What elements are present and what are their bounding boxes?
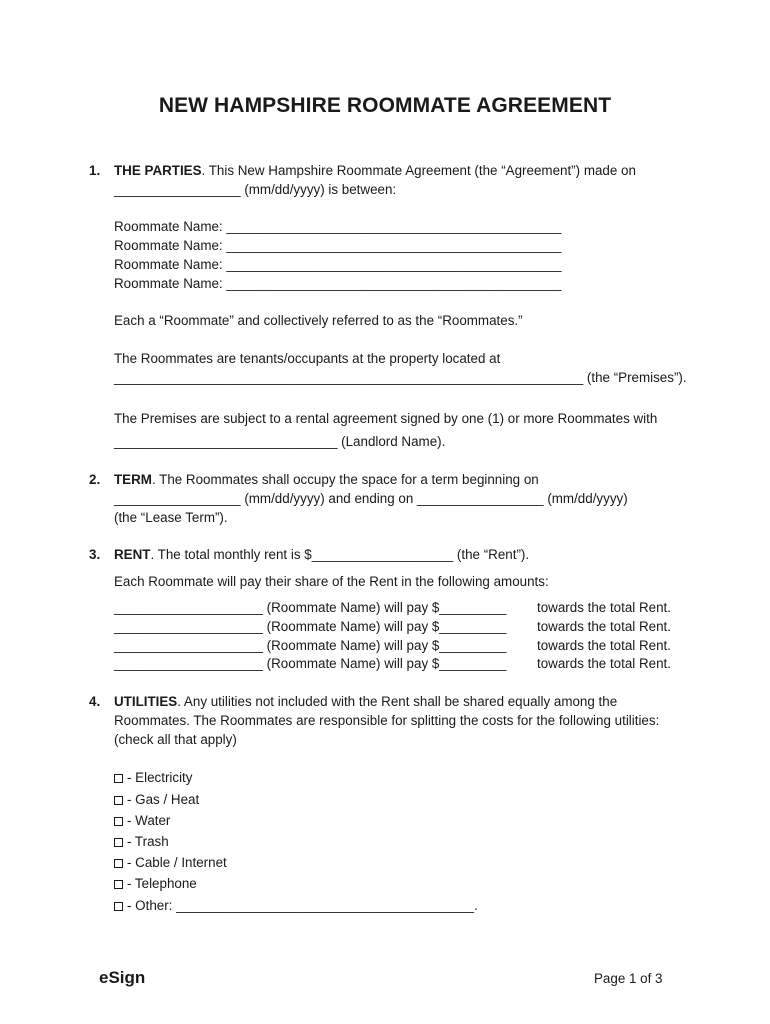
- utility-label: - Other: ________________________________________.: [127, 898, 478, 913]
- section-4-text: . Any utilities not included with the Rent shall be shared equally among the: [177, 694, 618, 709]
- roommates-definition: Each a “Roommate” and collectively referred to as the “Roommates.”: [114, 313, 523, 328]
- esign-logo: eSign: [99, 968, 146, 987]
- section-1-heading: THE PARTIES: [114, 163, 202, 178]
- roommate-name-field[interactable]: Roommate Name: _____________________________________________: [114, 219, 562, 234]
- rent-shares-text: Each Roommate will pay their share of the Rent in the following amounts:: [114, 574, 549, 589]
- utility-option-water[interactable]: [114, 812, 170, 830]
- utilities-instruction: (check all that apply): [114, 732, 237, 747]
- checkbox[interactable]: [114, 838, 123, 847]
- checkbox[interactable]: [114, 859, 123, 868]
- section-2-text: . The Roommates shall occupy the space for a term beginning on: [151, 472, 539, 487]
- section-2-heading: TERM: [114, 472, 152, 487]
- utility-option-electricity[interactable]: [114, 769, 192, 787]
- lease-term-text: (the “Lease Term”).: [114, 510, 228, 525]
- utility-option-other[interactable]: [114, 897, 478, 915]
- document-title: NEW HAMPSHIRE ROOMMATE AGREEMENT: [158, 94, 612, 117]
- rent-share-row-left[interactable]: ____________________ (Roommate Name) will pay $_________: [114, 600, 507, 615]
- page-number: Page 1 of 3: [594, 971, 663, 986]
- checkbox[interactable]: [114, 817, 123, 826]
- rent-share-row-left[interactable]: ____________________ (Roommate Name) will pay $_________: [114, 619, 507, 634]
- section-1-date-line[interactable]: _________________ (mm/dd/yyyy) is between:: [114, 182, 397, 197]
- utility-label: - Cable / Internet: [127, 855, 227, 870]
- utility-label: - Electricity: [127, 770, 193, 785]
- rent-share-row-left[interactable]: ____________________ (Roommate Name) will pay $_________: [114, 638, 507, 653]
- landlord-name-field[interactable]: ______________________________ (Landlord Name).: [114, 434, 446, 449]
- rent-amount-line[interactable]: [114, 546, 529, 564]
- section-4-line-1: [114, 693, 617, 711]
- checkbox[interactable]: [114, 796, 123, 805]
- lease-term-dates-field[interactable]: _________________ (mm/dd/yyyy) and ending on _________________ (mm/dd/yyyy): [114, 491, 628, 506]
- utility-label: - Telephone: [127, 876, 197, 891]
- premises-address-field[interactable]: _______________________________________________________________ (the “Premises”).: [114, 370, 687, 385]
- utility-option-cable-internet[interactable]: [114, 854, 227, 872]
- rent-share-row-right: towards the total Rent.: [537, 619, 671, 634]
- rent-share-row-right: towards the total Rent.: [537, 600, 671, 615]
- property-text: The Roommates are tenants/occupants at the property located at: [114, 351, 501, 366]
- section-4-number: 4.: [89, 694, 101, 709]
- utility-label: - Water: [127, 813, 171, 828]
- rent-share-row-right: towards the total Rent.: [537, 638, 671, 653]
- utility-label: - Trash: [127, 834, 169, 849]
- utilities-text: Roommates. The Roommates are responsible for splitting the costs for the following utilities:: [114, 713, 660, 728]
- roommate-name-field[interactable]: Roommate Name: _____________________________________________: [114, 238, 562, 253]
- section-2-line-1: [114, 471, 539, 489]
- utility-option-trash[interactable]: [114, 833, 169, 851]
- rental-agreement-text: The Premises are subject to a rental agreement signed by one (1) or more Roommates with: [114, 411, 658, 426]
- utility-label: - Gas / Heat: [127, 792, 200, 807]
- roommate-name-field[interactable]: Roommate Name: _____________________________________________: [114, 257, 562, 272]
- checkbox[interactable]: [114, 902, 123, 911]
- roommate-name-field[interactable]: Roommate Name: _____________________________________________: [114, 276, 562, 291]
- section-3-number: 3.: [89, 547, 101, 562]
- section-1-number: 1.: [89, 163, 101, 178]
- rent-share-row-left[interactable]: ____________________ (Roommate Name) will pay $_________: [114, 656, 507, 671]
- rent-share-row-right: towards the total Rent.: [537, 656, 671, 671]
- checkbox[interactable]: [114, 880, 123, 889]
- utility-option-telephone[interactable]: [114, 875, 197, 893]
- utility-option-gas-heat[interactable]: [114, 791, 199, 809]
- section-2-number: 2.: [89, 472, 101, 487]
- section-3-heading: RENT: [114, 547, 151, 562]
- section-1-line-1: [114, 162, 636, 180]
- section-4-heading: UTILITIES: [114, 694, 178, 709]
- section-3-text: . The total monthly rent is $___________________ (the “Rent”).: [150, 547, 530, 562]
- section-1-text: . This New Hampshire Roommate Agreement (the “Agreement”) made on: [201, 163, 636, 178]
- checkbox[interactable]: [114, 774, 123, 783]
